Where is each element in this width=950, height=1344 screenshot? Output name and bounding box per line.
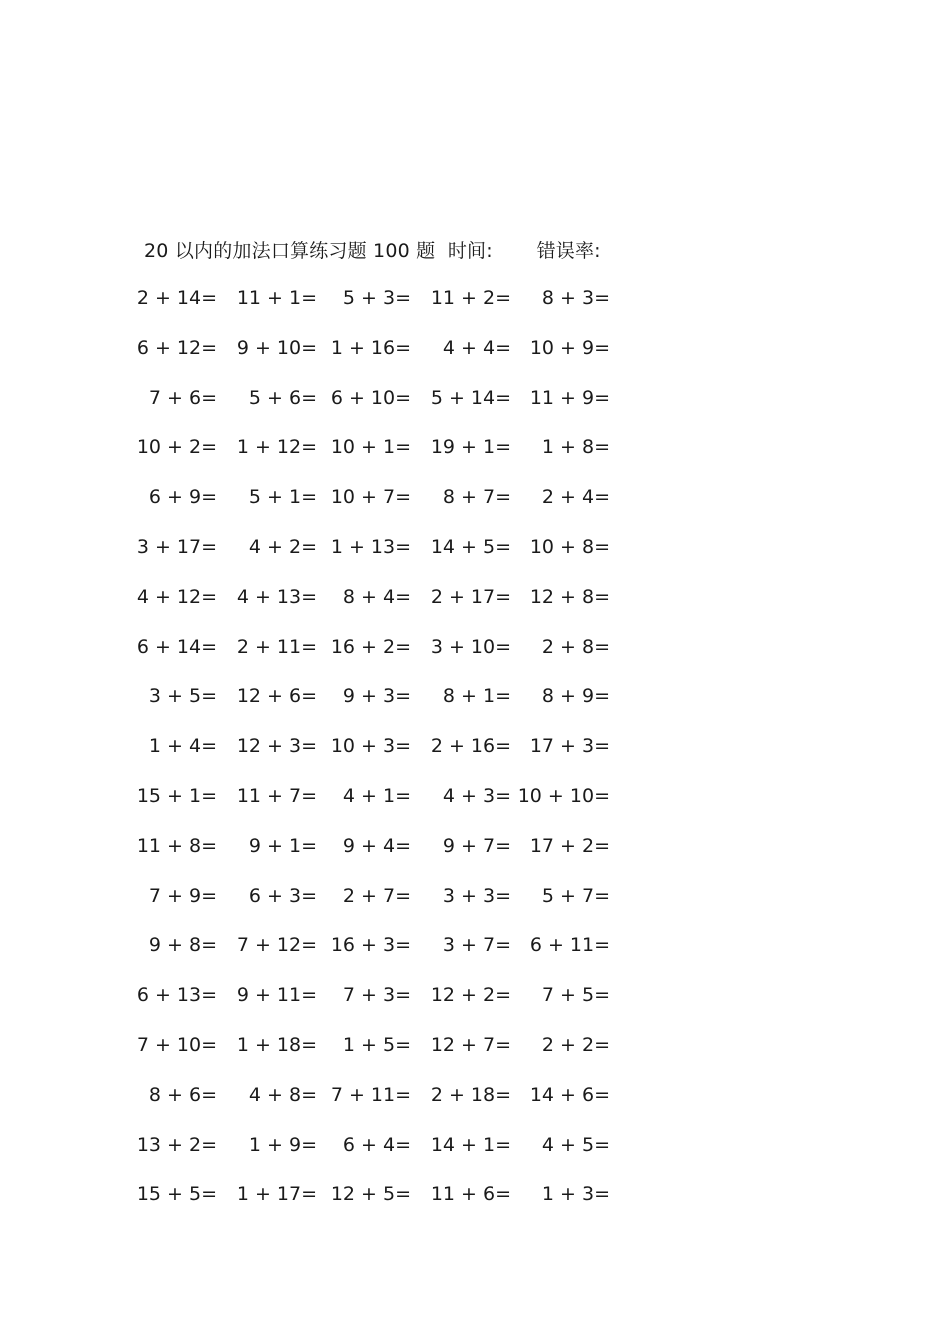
problem-item: 2 + 16= <box>430 735 511 758</box>
problem-item: 11 + 6= <box>430 1183 511 1206</box>
problem-item: 6 + 12= <box>136 336 217 359</box>
problem-item: 12 + 2= <box>430 984 511 1007</box>
problem-item: 4 + 12= <box>136 585 217 608</box>
problem-item: 8 + 7= <box>442 486 511 509</box>
problem-item: 10 + 9= <box>529 336 610 359</box>
error-rate-label: 错误率: <box>536 240 601 262</box>
problem-item: 10 + 7= <box>330 486 411 509</box>
problem-item: 11 + 1= <box>236 287 317 309</box>
problem-item: 8 + 6= <box>148 1083 217 1106</box>
problem-item: 4 + 4= <box>442 336 511 359</box>
problem-item: 6 + 13= <box>136 984 217 1007</box>
problem-item: 11 + 7= <box>236 785 317 807</box>
problem-item: 4 + 1= <box>342 785 411 807</box>
problem-item: 8 + 1= <box>442 685 511 708</box>
problem-item: 16 + 2= <box>330 635 411 658</box>
problem-item: 6 + 14= <box>136 635 217 658</box>
problem-item: 10 + 10= <box>517 785 610 807</box>
problem-item: 14 + 1= <box>430 1133 511 1156</box>
problem-item: 15 + 1= <box>136 785 217 807</box>
problem-item: 2 + 7= <box>342 884 411 907</box>
problem-item: 9 + 10= <box>236 336 317 359</box>
problem-item: 2 + 8= <box>541 635 610 658</box>
problem-item: 7 + 10= <box>136 1034 217 1056</box>
problem-item: 9 + 8= <box>148 934 217 957</box>
problem-item: 11 + 9= <box>529 386 610 409</box>
problem-item: 9 + 4= <box>342 834 411 857</box>
problem-item: 2 + 4= <box>541 486 610 509</box>
problem-item: 3 + 5= <box>148 685 217 708</box>
problem-item: 1 + 8= <box>541 436 610 459</box>
problem-item: 10 + 2= <box>136 436 217 459</box>
problem-item: 16 + 3= <box>330 934 411 957</box>
problem-item: 1 + 17= <box>236 1183 317 1206</box>
problem-item: 8 + 3= <box>541 287 610 309</box>
problem-item: 1 + 9= <box>248 1133 317 1156</box>
problem-item: 8 + 9= <box>541 685 610 708</box>
problem-item: 7 + 3= <box>342 984 411 1007</box>
problem-item: 2 + 11= <box>236 635 317 658</box>
problem-item: 12 + 6= <box>236 685 317 708</box>
problem-item: 10 + 3= <box>330 735 411 758</box>
problem-item: 1 + 13= <box>330 536 411 558</box>
problem-item: 6 + 4= <box>342 1133 411 1156</box>
problem-item: 6 + 11= <box>529 934 610 957</box>
problem-item: 14 + 6= <box>529 1083 610 1106</box>
problem-item: 17 + 3= <box>529 735 610 758</box>
problem-item: 4 + 3= <box>442 785 511 807</box>
problem-item: 11 + 8= <box>136 834 217 857</box>
problem-item: 12 + 8= <box>529 585 610 608</box>
problem-item: 2 + 2= <box>541 1034 610 1056</box>
problem-item: 1 + 12= <box>236 436 317 459</box>
problem-item: 5 + 7= <box>541 884 610 907</box>
problem-item: 14 + 5= <box>430 536 511 558</box>
problem-item: 7 + 6= <box>148 386 217 409</box>
problem-item: 6 + 3= <box>248 884 317 907</box>
problem-item: 12 + 5= <box>330 1183 411 1206</box>
problem-item: 1 + 18= <box>236 1034 317 1056</box>
problem-item: 4 + 5= <box>541 1133 610 1156</box>
problem-item: 7 + 5= <box>541 984 610 1007</box>
problem-item: 12 + 3= <box>236 735 317 758</box>
problem-item: 2 + 17= <box>430 585 511 608</box>
problem-item: 8 + 4= <box>342 585 411 608</box>
problem-item: 5 + 3= <box>342 287 411 309</box>
problem-item: 10 + 8= <box>529 536 610 558</box>
problem-item: 1 + 5= <box>342 1034 411 1056</box>
problem-item: 11 + 2= <box>430 287 511 309</box>
worksheet-title: 20 以内的加法口算练习题 100 题 <box>144 240 436 262</box>
problem-item: 4 + 13= <box>236 585 317 608</box>
problem-item: 3 + 17= <box>136 536 217 558</box>
problem-item: 4 + 2= <box>248 536 317 558</box>
problem-item: 3 + 7= <box>442 934 511 957</box>
problem-item: 10 + 1= <box>330 436 411 459</box>
problem-item: 1 + 4= <box>148 735 217 758</box>
problem-item: 4 + 8= <box>248 1083 317 1106</box>
problem-item: 12 + 7= <box>430 1034 511 1056</box>
problem-item: 1 + 16= <box>330 336 411 359</box>
problem-item: 15 + 5= <box>136 1183 217 1206</box>
problem-item: 9 + 1= <box>248 834 317 857</box>
problem-item: 7 + 11= <box>330 1083 411 1106</box>
problem-item: 9 + 11= <box>236 984 317 1007</box>
problem-item: 7 + 12= <box>236 934 317 957</box>
problem-item: 9 + 7= <box>442 834 511 857</box>
problem-item: 5 + 1= <box>248 486 317 509</box>
problem-item: 3 + 10= <box>430 635 511 658</box>
problem-item: 13 + 2= <box>136 1133 217 1156</box>
problem-item: 2 + 14= <box>136 287 217 309</box>
problem-item: 7 + 9= <box>148 884 217 907</box>
problem-item: 17 + 2= <box>529 834 610 857</box>
time-label: 时间: <box>447 240 493 262</box>
problem-item: 1 + 3= <box>541 1183 610 1206</box>
problem-item: 5 + 6= <box>248 386 317 409</box>
problem-item: 5 + 14= <box>430 386 511 409</box>
problem-item: 6 + 10= <box>330 386 411 409</box>
problem-item: 2 + 18= <box>430 1083 511 1106</box>
problem-item: 6 + 9= <box>148 486 217 509</box>
problem-item: 9 + 3= <box>342 685 411 708</box>
problem-item: 19 + 1= <box>430 436 511 459</box>
problem-item: 3 + 3= <box>442 884 511 907</box>
